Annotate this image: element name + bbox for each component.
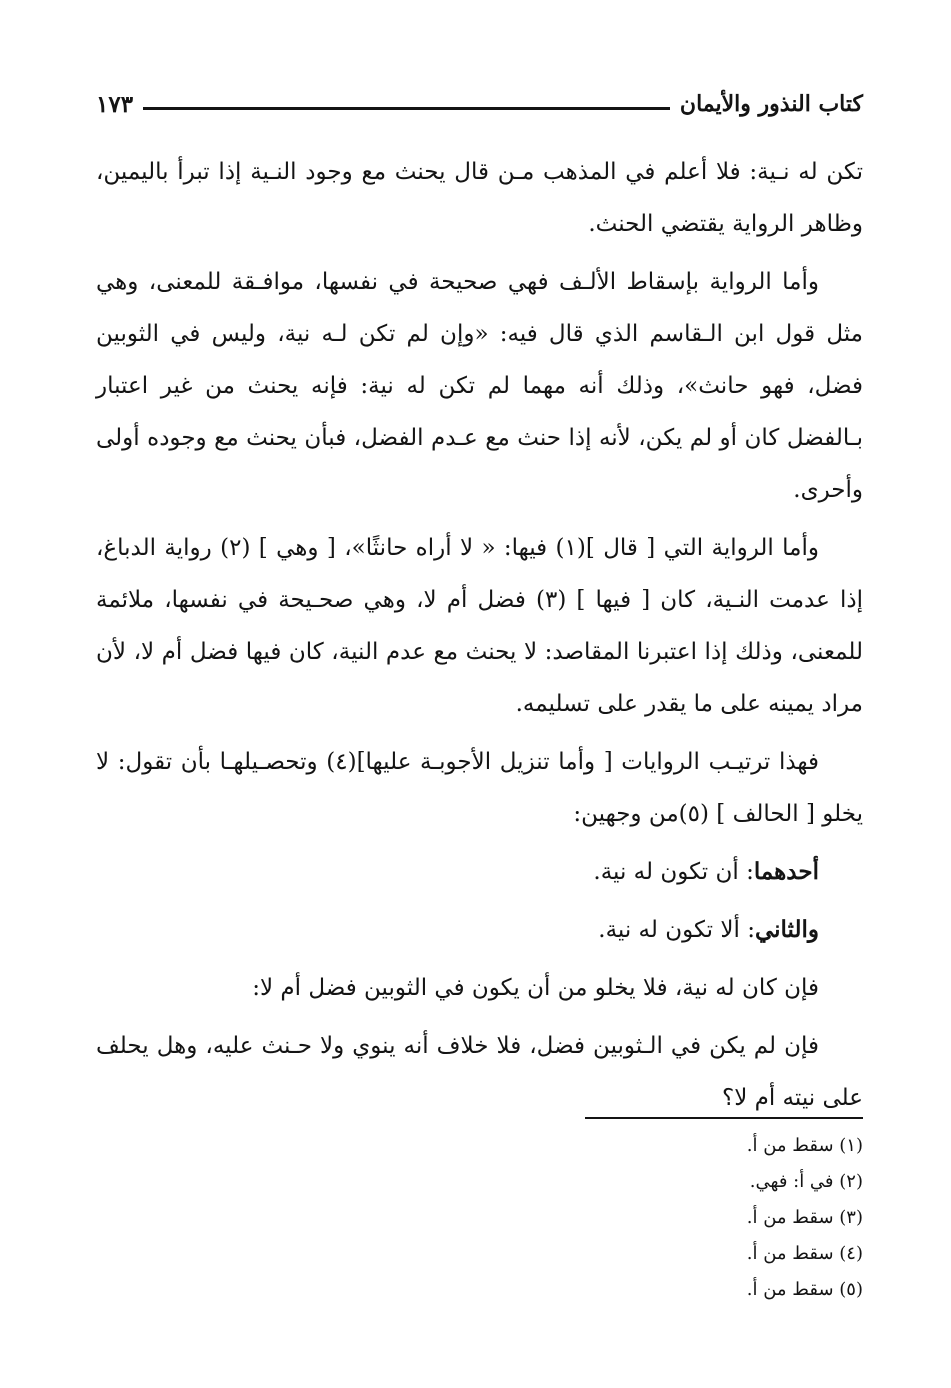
item-text: : أن تكون له نية. xyxy=(593,859,754,885)
footnotes xyxy=(96,1128,863,1308)
footnote-1: (١) سقط من أ. xyxy=(746,1135,863,1156)
paragraph-1: تكن له نـية: فلا أعلم في المذهب مـن قال يحنث مع وجود النـية إذا تبرأ باليمين، وظاهر الرواية يقتضي الحنث. xyxy=(96,159,863,237)
paragraph-4: فهذا ترتيـب الروايات [ وأما تنزيل الأجوبـة عليها](٤) وتحصـيلهـا بأن تقول: لا يخلو [ الحالف ] (٥)من وجهين: xyxy=(96,749,863,827)
running-header xyxy=(96,84,863,124)
paragraph-2: وأما الرواية بإسقاط الألـف فهي صحيحة في نفسها، موافـقة للمعنى، وهي مثل قول ابن الـقاسم الذي قال فيه: «وإن لم تكن لـه نية، وليس في الثوبين فضل، فهو حانث»، وذلك أنه مهما لم تكن له نية: فإنه يحنث من غير اعتبار بـالفضل كان أو لم يكن، لأنه إذا حنث مع عـدم الفضل، فبأن يحنث مع وجوده أولى وأحرى. xyxy=(96,269,863,503)
chapter-title: كتاب النذور والأيمان xyxy=(679,91,863,117)
footnote-5: (٥) سقط من أ. xyxy=(746,1279,863,1300)
list-item-second xyxy=(96,904,863,956)
main-text xyxy=(96,146,863,1124)
footnote-2: (٢) في أ: فهي. xyxy=(749,1171,863,1192)
footnote-3: (٣) سقط من أ. xyxy=(746,1207,863,1228)
paragraph-6: فإن لم يكن في الـثوبين فضل، فلا خلاف أنه ينوي ولا حـنث عليه، وهل يحلف على نيته أم لا؟ xyxy=(96,1033,863,1111)
item-label: أحدهما xyxy=(753,858,819,885)
footnote-separator xyxy=(585,1117,863,1119)
item-label: والثاني xyxy=(754,916,819,943)
paragraph-5: فإن كان له نية، فلا يخلو من أن يكون في الثوبين فضل أم لا: xyxy=(252,975,819,1001)
footnote-4: (٤) سقط من أ. xyxy=(746,1243,863,1264)
list-item-first xyxy=(96,846,863,898)
header-rule xyxy=(143,107,670,110)
paragraph-3: وأما الرواية التي [ قال ](١) فيها: « لا أراه حانثًا»، [ وهي ] (٢) رواية الدباغ، إذا عدمت النـية، كان [ فيها ] (٣) فضل أم لا، وهي صحـيحة في نفسها، ملائمة للمعنى، وذلك إذا اعتبرنا المقاصد: لا يحنث مع عدم النية، كان فيها فضل أم لا، لأن مراد يمينه على ما يقدر على تسليمه. xyxy=(96,535,863,717)
book-page xyxy=(96,0,863,1388)
page-number: ١٧٣ xyxy=(96,90,134,118)
item-text: : ألا تكون له نية. xyxy=(598,917,755,943)
